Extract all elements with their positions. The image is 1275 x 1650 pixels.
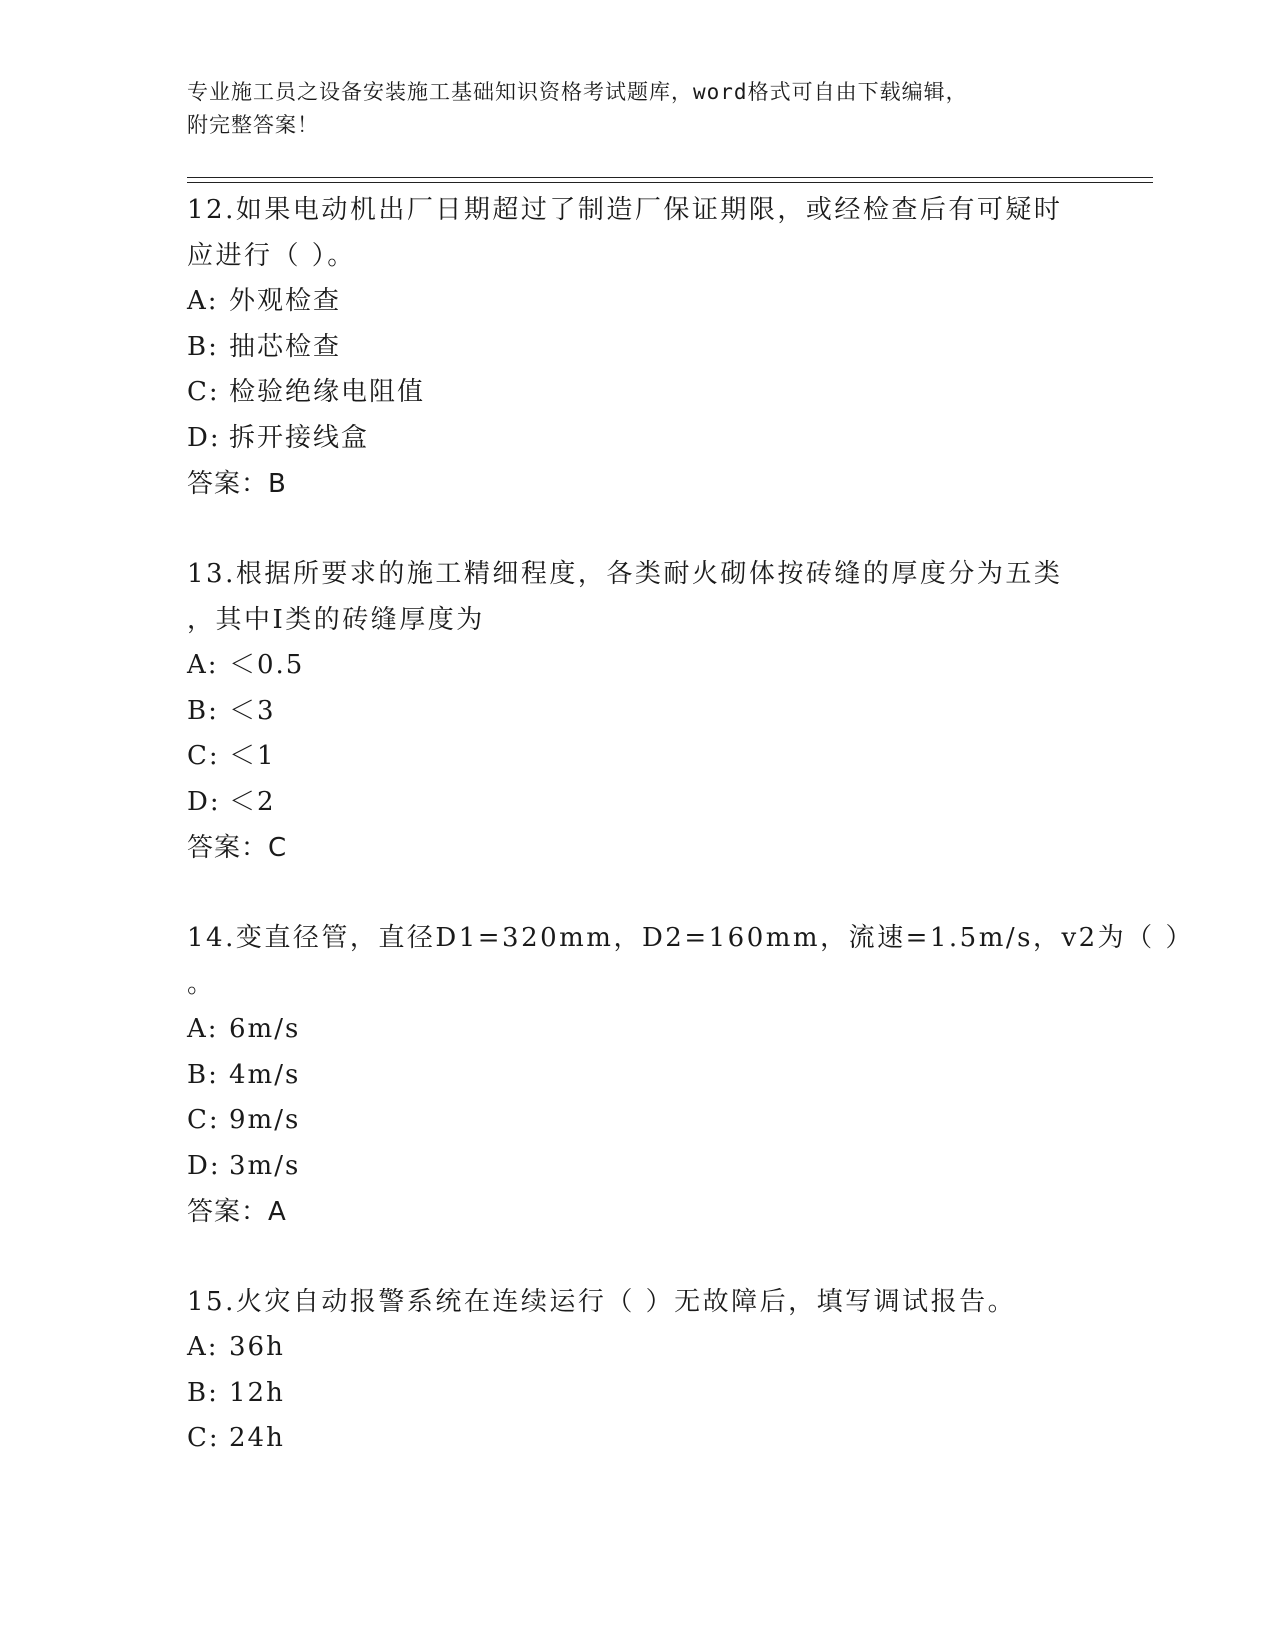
option-key: B: xyxy=(187,1377,219,1408)
header-line-2: 附完整答案！ xyxy=(187,113,319,137)
option-text: 4m/s xyxy=(229,1059,301,1090)
answer-line: 答案：C xyxy=(187,833,288,863)
option-b xyxy=(187,1371,1087,1417)
question-15 xyxy=(187,1279,1087,1462)
option-key: A: xyxy=(187,286,219,316)
option-key: C: xyxy=(187,1423,220,1453)
question-text-line: ，其中Ⅰ类的砖缝厚度为 xyxy=(187,605,485,635)
option-a xyxy=(187,279,1087,325)
option-key: A: xyxy=(187,1332,219,1362)
question-13 xyxy=(187,551,1087,871)
option-text: 9m/s xyxy=(229,1105,301,1135)
option-key: C: xyxy=(187,1105,220,1135)
option-key: A: xyxy=(187,1014,219,1044)
question-text-line: 15.火灾自动报警系统在连续运行（ ）无故障后，填写调试报告。 xyxy=(187,1287,1017,1317)
option-text: 抽芯检查 xyxy=(229,331,342,362)
option-b xyxy=(187,1053,1087,1099)
option-key: B: xyxy=(187,1059,219,1090)
question-text-line: 。 xyxy=(187,969,216,999)
option-text: 3m/s xyxy=(229,1150,301,1181)
option-a xyxy=(187,643,1087,689)
option-text: 外观检查 xyxy=(229,286,342,316)
option-c xyxy=(187,1098,1087,1144)
option-key: B: xyxy=(187,695,219,726)
option-a xyxy=(187,1007,1087,1053)
header-line-1: 专业施工员之设备安装施工基础知识资格考试题库，word格式可自由下载编辑， xyxy=(187,80,968,104)
option-d xyxy=(187,780,1087,826)
option-d xyxy=(187,1144,1087,1190)
header-divider-top xyxy=(187,177,1153,178)
answer-line: 答案：B xyxy=(187,469,287,499)
option-b xyxy=(187,689,1087,735)
option-d xyxy=(187,416,1087,462)
option-text: ＜0.5 xyxy=(229,650,305,680)
option-text: ＜2 xyxy=(229,786,276,817)
option-text: 36h xyxy=(229,1332,285,1362)
question-text-line: 13.根据所要求的施工精细程度，各类耐火砌体按砖缝的厚度分为五类 xyxy=(187,559,1063,589)
option-key: B: xyxy=(187,331,219,362)
option-key: A: xyxy=(187,650,219,680)
option-a xyxy=(187,1325,1087,1371)
option-c xyxy=(187,734,1087,780)
question-text-line: 12.如果电动机出厂日期超过了制造厂保证期限，或经检查后有可疑时 xyxy=(187,195,1063,225)
option-key: C: xyxy=(187,377,220,407)
option-key: C: xyxy=(187,741,220,771)
question-12 xyxy=(187,187,1087,507)
option-text: 检验绝缘电阻值 xyxy=(229,377,426,407)
option-c xyxy=(187,370,1087,416)
option-text: ＜3 xyxy=(229,695,276,726)
option-key: D: xyxy=(187,1150,221,1181)
option-text: 12h xyxy=(229,1377,285,1408)
answer-line: 答案：A xyxy=(187,1197,287,1227)
question-text-line: 14.变直径管，直径D1=320mm，D2=160mm，流速=1.5m/s，v2为（ ） xyxy=(187,923,1194,953)
option-text: 拆开接线盒 xyxy=(229,422,370,453)
option-c xyxy=(187,1416,1087,1462)
option-text: 24h xyxy=(229,1423,285,1453)
option-key: D: xyxy=(187,422,221,453)
question-text-line: 应进行（ ）。 xyxy=(187,241,356,271)
header-divider-bottom xyxy=(187,182,1153,183)
option-key: D: xyxy=(187,786,221,817)
question-14 xyxy=(187,915,1194,1235)
option-text: ＜1 xyxy=(229,741,276,771)
option-text: 6m/s xyxy=(229,1014,301,1044)
document-header xyxy=(187,76,1067,142)
option-b xyxy=(187,325,1087,371)
